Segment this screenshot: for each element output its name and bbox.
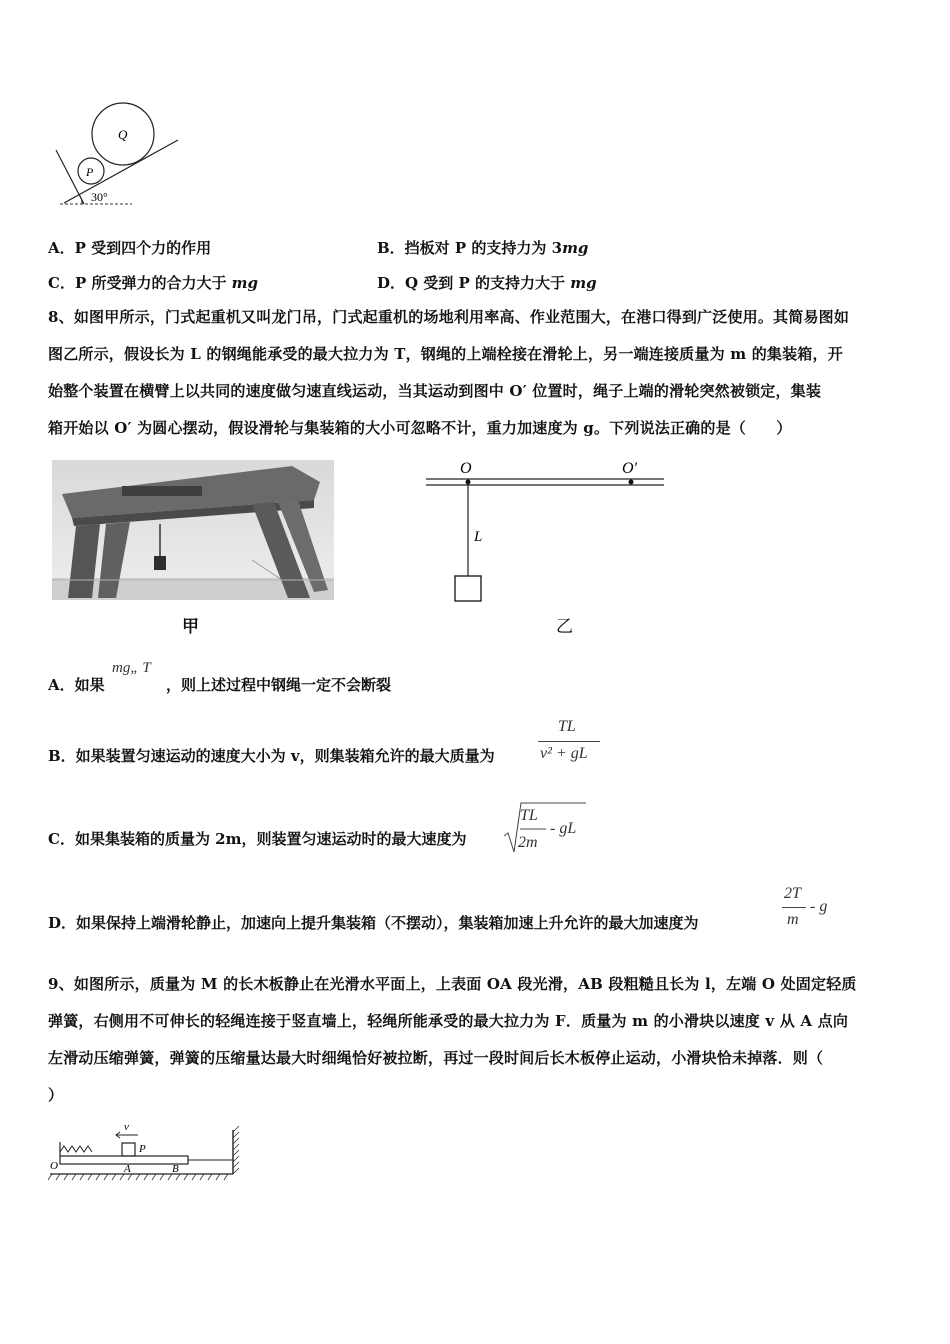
q8-label-l: L — [474, 529, 483, 545]
q9-stem-line-3: 左滑动压缩弹簧，弹簧的压缩量达最大时细绳恰好被拉断，再过一段时间后长木板停止运动，小滑块恰未掉落．则（ — [48, 1049, 824, 1067]
q7-option-a: A．P 受到四个力的作用 — [48, 239, 212, 257]
q9-label-v: v — [124, 1121, 129, 1133]
caption-jia: 甲 — [182, 617, 199, 637]
q8-option-d-tail: - g — [810, 898, 828, 915]
q9-label-p: P — [139, 1143, 146, 1155]
q9-board-figure — [44, 1118, 244, 1184]
q8-option-b-fraction-bar — [538, 741, 600, 742]
q9-stem-line-4: ） — [48, 1086, 64, 1104]
q7-label-angle: 30° — [91, 190, 108, 204]
q8-option-c-text: C．如果集装箱的质量为 2m，则装置匀速运动时的最大速度为 — [48, 830, 467, 848]
q8-option-a-suffix: ，则上述过程中钢绳一定不会断裂 — [166, 676, 392, 694]
q8-pendulum-diagram — [424, 456, 668, 608]
q9-label-a: A — [124, 1163, 131, 1175]
q8-option-c-denominator: 2m — [518, 834, 538, 851]
q9-stem-line-2: 弹簧，右侧用不可伸长的轻绳连接于竖直墙上，轻绳所能承受的最大拉力为 F．质量为 m 的小滑块以速度 v 从 A 点向 — [48, 1012, 849, 1030]
q8-option-c-tail: - gL — [550, 820, 577, 837]
q7-label-q: Q — [118, 127, 128, 142]
q8-option-a-prefix: A．如果 — [48, 676, 105, 694]
q8-option-d-fraction-bar — [782, 907, 806, 908]
q8-label-o: O — [460, 460, 472, 477]
q7-option-d: D．Q 受到 P 的支持力大于 mg — [377, 274, 597, 292]
q8-option-b-text: B．如果装置匀速运动的速度大小为 v，则集装箱允许的最大质量为 — [48, 747, 495, 765]
q8-stem-line-4: 箱开始以 O′ 为圆心摆动，假设滑轮与集装箱的大小可忽略不计，重力加速度为 g。下列说法正确的是（ ） — [48, 419, 792, 437]
q8-option-d-text: D．如果保持上端滑轮静止，加速向上提升集装箱（不摆动），集装箱加速上升允许的最大加速度为 — [48, 914, 699, 932]
q8-stem-line-3: 始整个装置在横臂上以共同的速度做匀速直线运动，当其运动到图中 O′ 位置时，绳子上端的滑轮突然被锁定，集装 — [48, 382, 822, 400]
q8-stem-line-2: 图乙所示，假设长为 L 的钢绳能承受的最大拉力为 T，钢绳的上端栓接在滑轮上，另一端连接质量为 m 的集装箱，开 — [48, 345, 843, 363]
caption-yi: 乙 — [556, 617, 573, 637]
q7-label-p: P — [86, 165, 94, 179]
q9-stem-line-1: 9、如图所示，质量为 M 的长木板静止在光滑水平面上，上表面 OA 段光滑，AB 段粗糙且长为 l，左端 O 处固定轻质 — [48, 975, 857, 993]
gantry-crane-photo — [52, 460, 334, 600]
q8-option-d-numerator: 2T — [784, 885, 801, 902]
q7-option-c: C．P 所受弹力的合力大于 mg — [48, 274, 259, 292]
q8-option-c-numerator: TL — [520, 807, 538, 824]
q8-option-d-denominator: m — [787, 911, 799, 928]
q8-option-a-math: mg„ T — [112, 660, 151, 676]
q8-label-o-prime: O′ — [622, 460, 638, 477]
q8-stem-line-1: 8、如图甲所示，门式起重机又叫龙门吊，门式起重机的场地利用率高、作业范围大，在港口得到广泛使用。其简易图如 — [48, 308, 850, 326]
q9-label-b: B — [172, 1163, 179, 1175]
q7-incline-figure — [52, 96, 192, 214]
q7-option-b: B．挡板对 P 的支持力为 3mg — [377, 239, 589, 257]
q8-option-b-numerator: TL — [558, 718, 576, 735]
q8-option-b-denominator: v² + gL — [540, 745, 588, 762]
q9-label-o: O — [50, 1160, 58, 1172]
